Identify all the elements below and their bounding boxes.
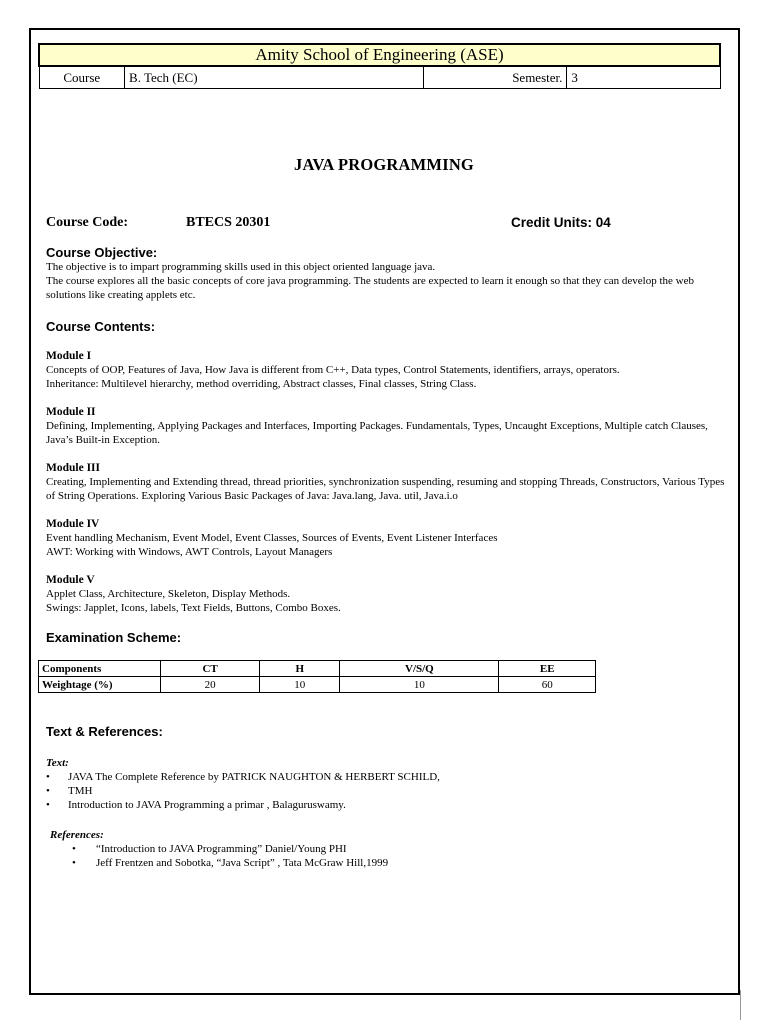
text-list (46, 770, 726, 812)
exam-heading: Examination Scheme: (46, 630, 182, 645)
exam-table (38, 660, 596, 693)
text-books-section (46, 756, 726, 812)
module-5 (46, 573, 726, 615)
exam-row-label: Weightage (%) (39, 677, 161, 693)
module-line: AWT: Working with Windows, AWT Controls, Layout Managers (46, 546, 333, 558)
course-value: B. Tech (EC) (125, 66, 424, 89)
page-edge (740, 990, 747, 1020)
exam-weightage-row (39, 677, 596, 693)
course-code-label: Course Code: (46, 215, 129, 230)
objective-section (46, 246, 726, 302)
module-title: Module I (46, 350, 92, 362)
references-label: References: (50, 829, 104, 841)
bullet-icon: • (72, 857, 76, 869)
references-heading: Text & References: (46, 724, 163, 739)
module-4 (46, 517, 726, 559)
exam-cell: 60 (499, 677, 596, 693)
document-title: JAVA PROGRAMMING (294, 155, 474, 174)
module-3 (46, 461, 726, 503)
semester-value: 3 (567, 66, 720, 89)
module-line: Defining, Implementing, Applying Packages and Interfaces, Importing Packages. Fundamentals, Types, Uncaught Exceptions, Multiple catch Clauses, Java’s Built-in Exception. (46, 420, 708, 446)
text-label: Text: (46, 757, 69, 769)
credit-units: Credit Units: 04 (511, 215, 611, 230)
semester-label: Semester. (424, 66, 567, 89)
institution-name: Amity School of Engineering (ASE) (39, 44, 720, 66)
exam-cell: 10 (260, 677, 340, 693)
module-line: Creating, Implementing and Extending thread, thread priorities, synchronization suspending, resuming and stopping Threads, Constructors, Various Types of String Operations. Exploring Various Basic Packages of Java: Java.lang, Java. util, Java.i.o (46, 476, 725, 502)
exam-col-header: Components (39, 661, 161, 677)
list-item: • Jeff Frentzen and Sobotka, “Java Script” , Tata McGraw Hill,1999 (72, 857, 389, 869)
module-line: Concepts of OOP, Features of Java, How Java is different from C++, Data types, Control Statements, identifiers, arrays, operators. (46, 364, 620, 376)
module-line: Event handling Mechanism, Event Model, Event Classes, Sources of Events, Event Listener Interfaces (46, 532, 498, 544)
bullet-icon: • (46, 799, 50, 811)
exam-col-header: V/S/Q (340, 661, 499, 677)
list-item: • Introduction to JAVA Programming a primar , Balaguruswamy. (46, 799, 346, 811)
header-table (38, 43, 721, 89)
references-list (50, 842, 730, 870)
bullet-icon: • (46, 785, 50, 797)
exam-cell: 20 (161, 677, 260, 693)
references-subsection (50, 828, 730, 870)
module-title: Module III (46, 462, 100, 474)
bullet-icon: • (72, 843, 76, 855)
module-title: Module IV (46, 518, 100, 530)
course-label: Course (39, 66, 125, 89)
bullet-icon: • (46, 771, 50, 783)
exam-header-row (39, 661, 596, 677)
contents-heading: Course Contents: (46, 319, 156, 334)
module-line: Inheritance: Multilevel hierarchy, method overriding, Abstract classes, Final classes, String Class. (46, 378, 477, 390)
exam-cell: 10 (340, 677, 499, 693)
module-1 (46, 349, 726, 391)
list-item: • JAVA The Complete Reference by PATRICK NAUGHTON & HERBERT SCHILD, (46, 771, 440, 783)
exam-col-header: H (260, 661, 340, 677)
list-item: • TMH (46, 785, 93, 797)
objective-line-2: The course explores all the basic concepts of core java programming. The students are expected to learn it enough so that they can develop the web solutions like creating applets etc. (46, 275, 694, 301)
module-line: Applet Class, Architecture, Skeleton, Display Methods. (46, 588, 291, 600)
module-title: Module II (46, 406, 96, 418)
objective-line-1: The objective is to impart programming skills used in this object oriented language java. (46, 261, 436, 273)
module-title: Module V (46, 574, 95, 586)
module-line: Swings: Japplet, Icons, labels, Text Fields, Buttons, Combo Boxes. (46, 602, 341, 614)
list-item: • “Introduction to JAVA Programming” Daniel/Young PHI (72, 843, 347, 855)
exam-col-header: EE (499, 661, 596, 677)
objective-heading: Course Objective: (46, 245, 158, 260)
module-2 (46, 405, 726, 447)
exam-col-header: CT (161, 661, 260, 677)
course-code-value: BTECS 20301 (186, 215, 271, 230)
